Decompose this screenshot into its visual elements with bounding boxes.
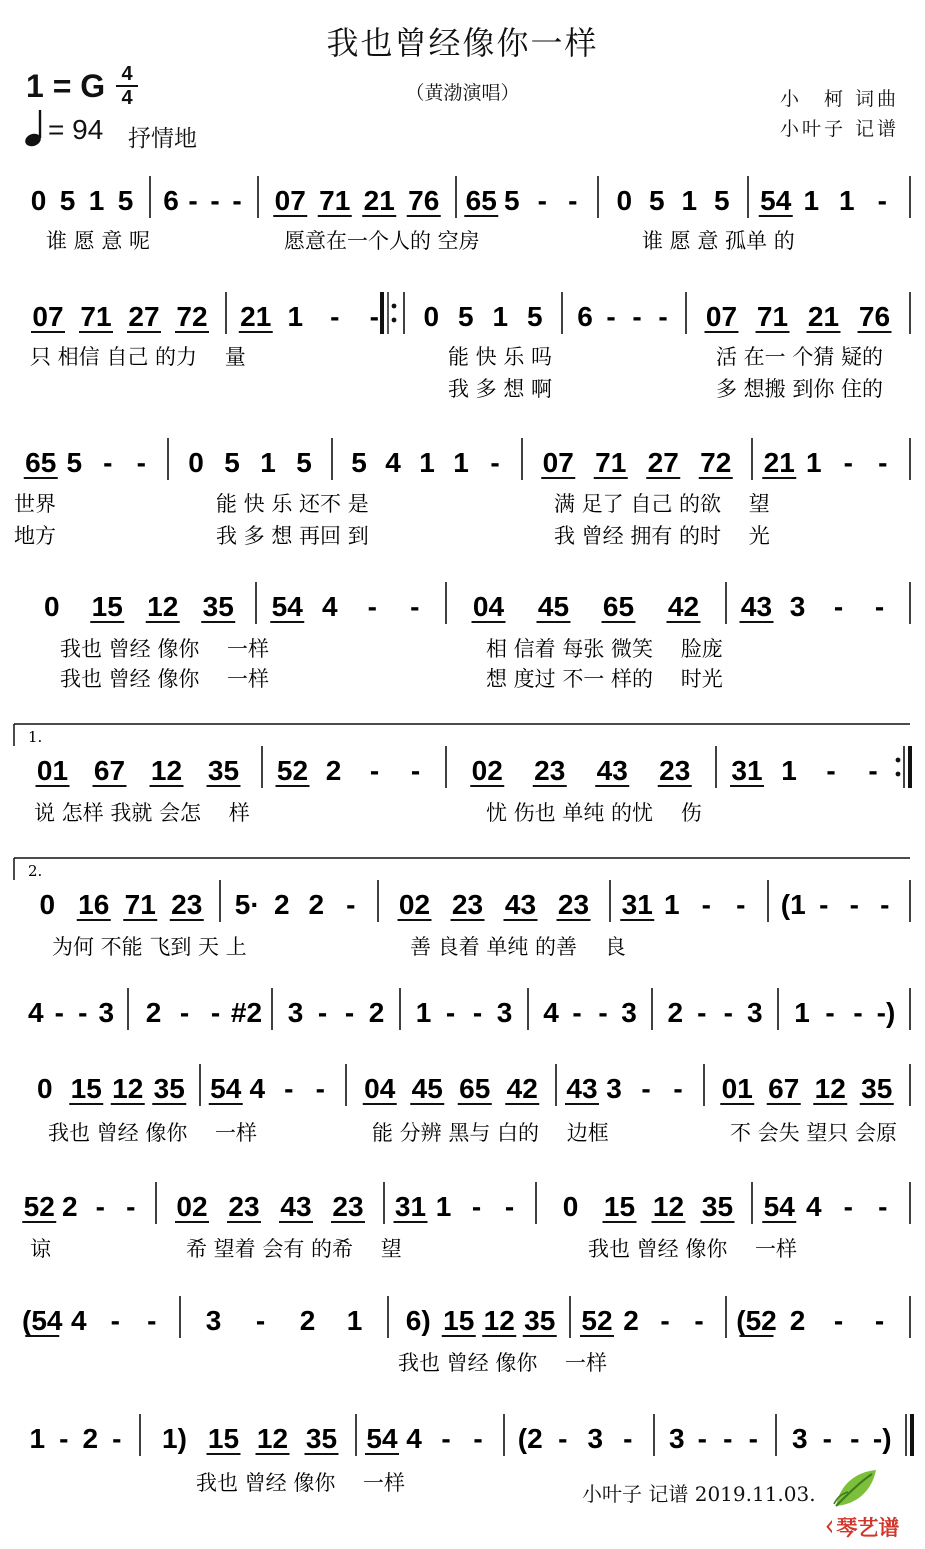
- lyric-line: 谁 愿 意 孤单 的: [642, 229, 795, 253]
- note: -: [658, 301, 668, 332]
- note: 4: [543, 997, 559, 1028]
- note: -: [210, 997, 221, 1028]
- note: -): [872, 1423, 892, 1454]
- note: 1: [838, 185, 855, 216]
- note: -: [54, 997, 64, 1028]
- note: 5: [648, 185, 665, 216]
- note: 3: [205, 1305, 222, 1336]
- note: -: [255, 1305, 266, 1336]
- note: 23: [171, 889, 203, 920]
- note: 23: [659, 755, 691, 786]
- note: 31: [731, 755, 763, 786]
- lyric-line: 活 在一 个猜 疑的: [716, 345, 884, 369]
- note: 02: [176, 1191, 208, 1222]
- note: -: [568, 185, 578, 216]
- note: 3: [789, 591, 806, 622]
- note: 3: [668, 1423, 685, 1454]
- note: -: [369, 755, 380, 786]
- note: 02: [471, 755, 503, 786]
- note: 1: [492, 301, 509, 332]
- note: 07: [705, 301, 738, 332]
- note: 1: [681, 185, 698, 216]
- note: -: [410, 755, 421, 786]
- lyric-line: 我也 曾经 像你 一样: [60, 667, 270, 691]
- note: -: [188, 185, 198, 216]
- note: -: [59, 1423, 69, 1454]
- note: 3: [621, 997, 637, 1028]
- note: 54: [210, 1073, 242, 1104]
- note: -: [819, 889, 829, 920]
- note: 54: [271, 591, 303, 622]
- note: 2: [61, 1191, 78, 1222]
- time-signature: [116, 64, 138, 108]
- lyric-line: 我 多 想 再回 到: [216, 524, 369, 548]
- note: 3: [496, 997, 513, 1028]
- note: 65: [459, 1073, 491, 1104]
- note: 45: [537, 591, 570, 622]
- note: -: [748, 1423, 758, 1454]
- note: -: [723, 997, 733, 1028]
- lyric-line: 愿意在一个人的 空房: [284, 229, 480, 253]
- note: -: [284, 1073, 294, 1104]
- note: 4: [321, 591, 338, 622]
- note: 35: [524, 1305, 556, 1336]
- lyric-line: 我也 曾经 像你 一样: [588, 1237, 798, 1261]
- leaf-icon: [832, 1466, 878, 1510]
- note: 3: [606, 1073, 622, 1104]
- note: 2: [308, 889, 325, 920]
- note: 31: [621, 889, 653, 920]
- lyric-line: 能 分辨 黑与 白的 边框: [372, 1121, 609, 1145]
- lyric-line: 我也 曾经 像你 一样: [60, 637, 270, 661]
- note: 21: [763, 447, 795, 478]
- note: -: [537, 185, 547, 216]
- lyric-line: 谅: [30, 1237, 51, 1261]
- note: (1: [780, 889, 806, 920]
- note: -: [441, 1423, 451, 1454]
- note: 2: [789, 1305, 806, 1336]
- note: -: [112, 1423, 122, 1454]
- note: -: [874, 591, 885, 622]
- lyric-line: 地方: [14, 524, 56, 548]
- note: 6): [405, 1305, 431, 1336]
- note: -: [344, 997, 355, 1028]
- site-logo: [822, 1512, 899, 1542]
- note: 1: [794, 997, 810, 1028]
- note: 1: [415, 997, 432, 1028]
- note: 45: [411, 1073, 443, 1104]
- note: 71: [80, 301, 112, 332]
- logo-mark-icon: ᚲ: [822, 1513, 837, 1541]
- note: 12: [112, 1073, 144, 1104]
- note: 67: [768, 1073, 800, 1104]
- note: 27: [128, 301, 160, 332]
- note: -: [558, 1423, 568, 1454]
- note: -: [723, 1423, 733, 1454]
- lyricist-composer: 小 柯 词曲: [779, 88, 899, 110]
- note: -: [330, 301, 340, 332]
- note: (52: [736, 1305, 777, 1336]
- singer-note: （黄渤演唱）: [405, 82, 520, 104]
- note: -: [572, 997, 582, 1028]
- note: 35: [153, 1073, 185, 1104]
- note: 07: [274, 185, 306, 216]
- note: 3: [287, 997, 304, 1028]
- note: 65: [25, 447, 57, 478]
- tempo-marking: = 94: [48, 114, 104, 145]
- note: 01: [36, 755, 69, 786]
- note: -: [210, 185, 220, 216]
- note: 5: [296, 447, 312, 478]
- lyric-line: 只 相信 自己 的力 量: [30, 345, 246, 369]
- note: -: [490, 447, 500, 478]
- note: -: [694, 1305, 704, 1336]
- note: -: [471, 1191, 482, 1222]
- note: 5: [713, 185, 730, 216]
- note: 72: [176, 301, 208, 332]
- note: 07: [32, 301, 64, 332]
- note: 3: [98, 997, 115, 1028]
- note: 31: [394, 1191, 427, 1222]
- note: 5: [526, 301, 543, 332]
- note: 21: [807, 301, 840, 332]
- note: -: [473, 1423, 483, 1454]
- note: 52: [23, 1191, 55, 1222]
- lyric-line: 我也 曾经 像你 一样: [48, 1121, 258, 1145]
- note: -: [833, 591, 844, 622]
- lyric-line: 为何 不能 飞到 天 上: [52, 935, 247, 959]
- note: 5: [457, 301, 474, 332]
- note: 0: [188, 447, 204, 478]
- footer-note: 小叶子 记谱 2019.11.03.: [582, 1482, 816, 1506]
- note: -: [826, 755, 836, 786]
- note: -: [877, 185, 887, 216]
- note: -: [317, 997, 328, 1028]
- note: 72: [700, 447, 732, 478]
- note: -: [874, 1305, 885, 1336]
- note: 2: [82, 1423, 99, 1454]
- note: 01: [721, 1073, 753, 1104]
- lyric-line: 我也 曾经 像你 一样: [398, 1351, 608, 1375]
- note: 12: [256, 1423, 289, 1454]
- note: 12: [147, 591, 179, 622]
- note: 71: [756, 301, 789, 332]
- note: -: [110, 1305, 120, 1336]
- note: 23: [332, 1191, 364, 1222]
- note: 2: [273, 889, 290, 920]
- note: -: [853, 997, 863, 1028]
- note: 0: [562, 1191, 579, 1222]
- note: -: [849, 889, 859, 920]
- note: -: [78, 997, 88, 1028]
- note: -: [126, 1191, 136, 1222]
- note: (54: [22, 1305, 63, 1336]
- note: -: [878, 1191, 888, 1222]
- lyric-line: 能 快 乐 吗: [448, 345, 553, 369]
- note: -: [833, 1305, 844, 1336]
- note: 54: [366, 1423, 398, 1454]
- lyric-line: 忧 伤也 单纯 的忧 伤: [486, 801, 702, 825]
- lyric-line: 善 良着 单纯 的善 良: [410, 935, 626, 959]
- lyric-line: 不 会失 望只 会原: [730, 1121, 898, 1145]
- note: 1: [29, 1423, 46, 1454]
- note: 02: [398, 889, 431, 920]
- note: 2: [299, 1305, 316, 1336]
- note: 3: [791, 1423, 808, 1454]
- note: 1: [346, 1305, 363, 1336]
- note: 6: [577, 301, 593, 332]
- note: 04: [364, 1073, 396, 1104]
- note: 2: [667, 997, 684, 1028]
- song-title: 我也曾经像你一样: [326, 24, 599, 62]
- note: 3: [587, 1423, 604, 1454]
- note: 3: [746, 997, 763, 1028]
- note: 12: [483, 1305, 515, 1336]
- note: 2: [145, 997, 162, 1028]
- note: -: [232, 185, 242, 216]
- lyric-line: 说 怎样 我就 会怎 样: [34, 801, 250, 825]
- note: 5: [59, 185, 76, 216]
- note: 54: [760, 185, 792, 216]
- note: 76: [408, 185, 440, 216]
- note: -: [103, 447, 113, 478]
- lyric-line: 世界: [14, 492, 56, 516]
- note: -: [445, 997, 456, 1028]
- note: -: [623, 1423, 633, 1454]
- volta-number: 2.: [28, 862, 43, 880]
- note: 0: [43, 591, 60, 622]
- note: 4: [385, 447, 401, 478]
- note: -: [880, 889, 890, 920]
- note: -: [504, 1191, 515, 1222]
- note: -: [95, 1191, 105, 1222]
- note: 23: [228, 1191, 260, 1222]
- note: -: [878, 447, 888, 478]
- note: 5: [66, 447, 83, 478]
- note: 4: [249, 1073, 266, 1104]
- note: 1: [260, 447, 276, 478]
- note: -: [410, 591, 420, 622]
- note: 42: [506, 1073, 538, 1104]
- note: 15: [91, 591, 123, 622]
- note: 23: [534, 755, 566, 786]
- note: -: [868, 755, 878, 786]
- note: 2: [623, 1305, 639, 1336]
- note: 43: [740, 591, 773, 622]
- note: 2: [368, 997, 385, 1028]
- note: 71: [595, 447, 627, 478]
- note: 1: [88, 185, 105, 216]
- note: -: [673, 1073, 683, 1104]
- note: 5: [117, 185, 134, 216]
- note: 0: [423, 301, 440, 332]
- transcriber: 小叶子 记谱: [779, 118, 899, 140]
- note: 5: [503, 185, 520, 216]
- note: 1: [803, 185, 820, 216]
- note: -: [369, 301, 379, 332]
- note: 67: [93, 755, 126, 786]
- note: -: [598, 997, 608, 1028]
- note: 23: [451, 889, 484, 920]
- lyric-line: 多 想搬 到你 住的: [716, 377, 884, 401]
- time-signature-top: 4: [121, 63, 133, 85]
- note: (2: [517, 1423, 543, 1454]
- note: 42: [667, 591, 700, 622]
- lyric-line: 我 多 想 啊: [448, 377, 553, 401]
- note: 35: [202, 591, 234, 622]
- note: 5·: [234, 889, 260, 920]
- note: 1: [805, 447, 822, 478]
- note: 23: [557, 889, 590, 920]
- volta-number: 1.: [28, 728, 43, 746]
- note: 1: [781, 755, 797, 786]
- note: 2: [325, 755, 342, 786]
- note: 1: [453, 447, 469, 478]
- note: 1: [435, 1191, 452, 1222]
- lyric-line: 能 快 乐 还不 是: [216, 492, 369, 516]
- quarter-note-icon: [24, 108, 46, 148]
- note: 71: [124, 889, 156, 920]
- note: -: [315, 1073, 325, 1104]
- note: 0: [39, 889, 56, 920]
- note: 35: [701, 1191, 734, 1222]
- note: -: [822, 1423, 832, 1454]
- note: #2: [230, 997, 263, 1028]
- note: 35: [207, 755, 240, 786]
- note: 16: [78, 889, 110, 920]
- note: 27: [647, 447, 679, 478]
- note: -: [850, 1423, 860, 1454]
- expression-marking: 抒情地: [128, 126, 197, 152]
- note: -: [697, 1423, 707, 1454]
- note: 4: [805, 1191, 822, 1222]
- note: 15: [207, 1423, 240, 1454]
- note: 1: [419, 447, 435, 478]
- note: 5: [224, 447, 240, 478]
- note: 12: [814, 1073, 846, 1104]
- note: 12: [652, 1191, 685, 1222]
- time-signature-bottom: 4: [121, 87, 133, 109]
- note: 43: [280, 1191, 312, 1222]
- note: 21: [363, 185, 395, 216]
- note: 52: [581, 1305, 613, 1336]
- note: 65: [602, 591, 635, 622]
- note: 15: [443, 1305, 475, 1336]
- note: -: [736, 889, 746, 920]
- note: -: [606, 301, 616, 332]
- note: 65: [465, 185, 497, 216]
- lyric-line: 满 足了 自己 的欲 望: [554, 492, 770, 516]
- note: 54: [763, 1191, 795, 1222]
- note: 6: [163, 185, 179, 216]
- note: -: [825, 997, 835, 1028]
- note: 15: [603, 1191, 636, 1222]
- note: -: [843, 1191, 853, 1222]
- note: 52: [276, 755, 309, 786]
- note: -: [179, 997, 190, 1028]
- note: -: [632, 301, 642, 332]
- note: 0: [30, 185, 47, 216]
- note: -): [876, 997, 896, 1028]
- note: 21: [240, 301, 272, 332]
- logo-text: 琴艺谱: [836, 1516, 900, 1540]
- note: -: [843, 447, 853, 478]
- lyric-line: 我 曾经 拥有 的时 光: [554, 524, 770, 548]
- note: 12: [150, 755, 183, 786]
- note: -: [472, 997, 483, 1028]
- note: -: [346, 889, 356, 920]
- lyric-line: 希 望着 会有 的希 望: [186, 1237, 402, 1261]
- note: -: [367, 591, 377, 622]
- note: 43: [504, 889, 537, 920]
- note: 1): [162, 1423, 187, 1454]
- note: 4: [70, 1305, 87, 1336]
- note: 4: [406, 1423, 422, 1454]
- note: -: [147, 1305, 157, 1336]
- note: -: [660, 1305, 670, 1336]
- lyric-line: 我也 曾经 像你 一样: [196, 1471, 406, 1495]
- note: 0: [616, 185, 633, 216]
- note: 35: [305, 1423, 338, 1454]
- note: 71: [319, 185, 351, 216]
- note: -: [697, 997, 707, 1028]
- note: 15: [70, 1073, 102, 1104]
- note: -: [701, 889, 711, 920]
- note: 4: [27, 997, 44, 1028]
- lyric-line: 谁 愿 意 呢: [46, 229, 151, 253]
- note: 35: [861, 1073, 893, 1104]
- key-signature: 1 = G: [26, 68, 106, 104]
- note: 5: [351, 447, 367, 478]
- lyric-line: 相 信着 每张 微笑 脸庞: [486, 637, 723, 661]
- lyric-line: 想 度过 不一 样的 时光: [486, 667, 723, 691]
- note: -: [641, 1073, 651, 1104]
- note: 0: [36, 1073, 53, 1104]
- note: 1: [287, 301, 304, 332]
- note: 76: [858, 301, 891, 332]
- note: -: [136, 447, 146, 478]
- note: 04: [472, 591, 505, 622]
- note: 07: [542, 447, 574, 478]
- note: 43: [596, 755, 628, 786]
- note: 1: [663, 889, 680, 920]
- note: 43: [566, 1073, 598, 1104]
